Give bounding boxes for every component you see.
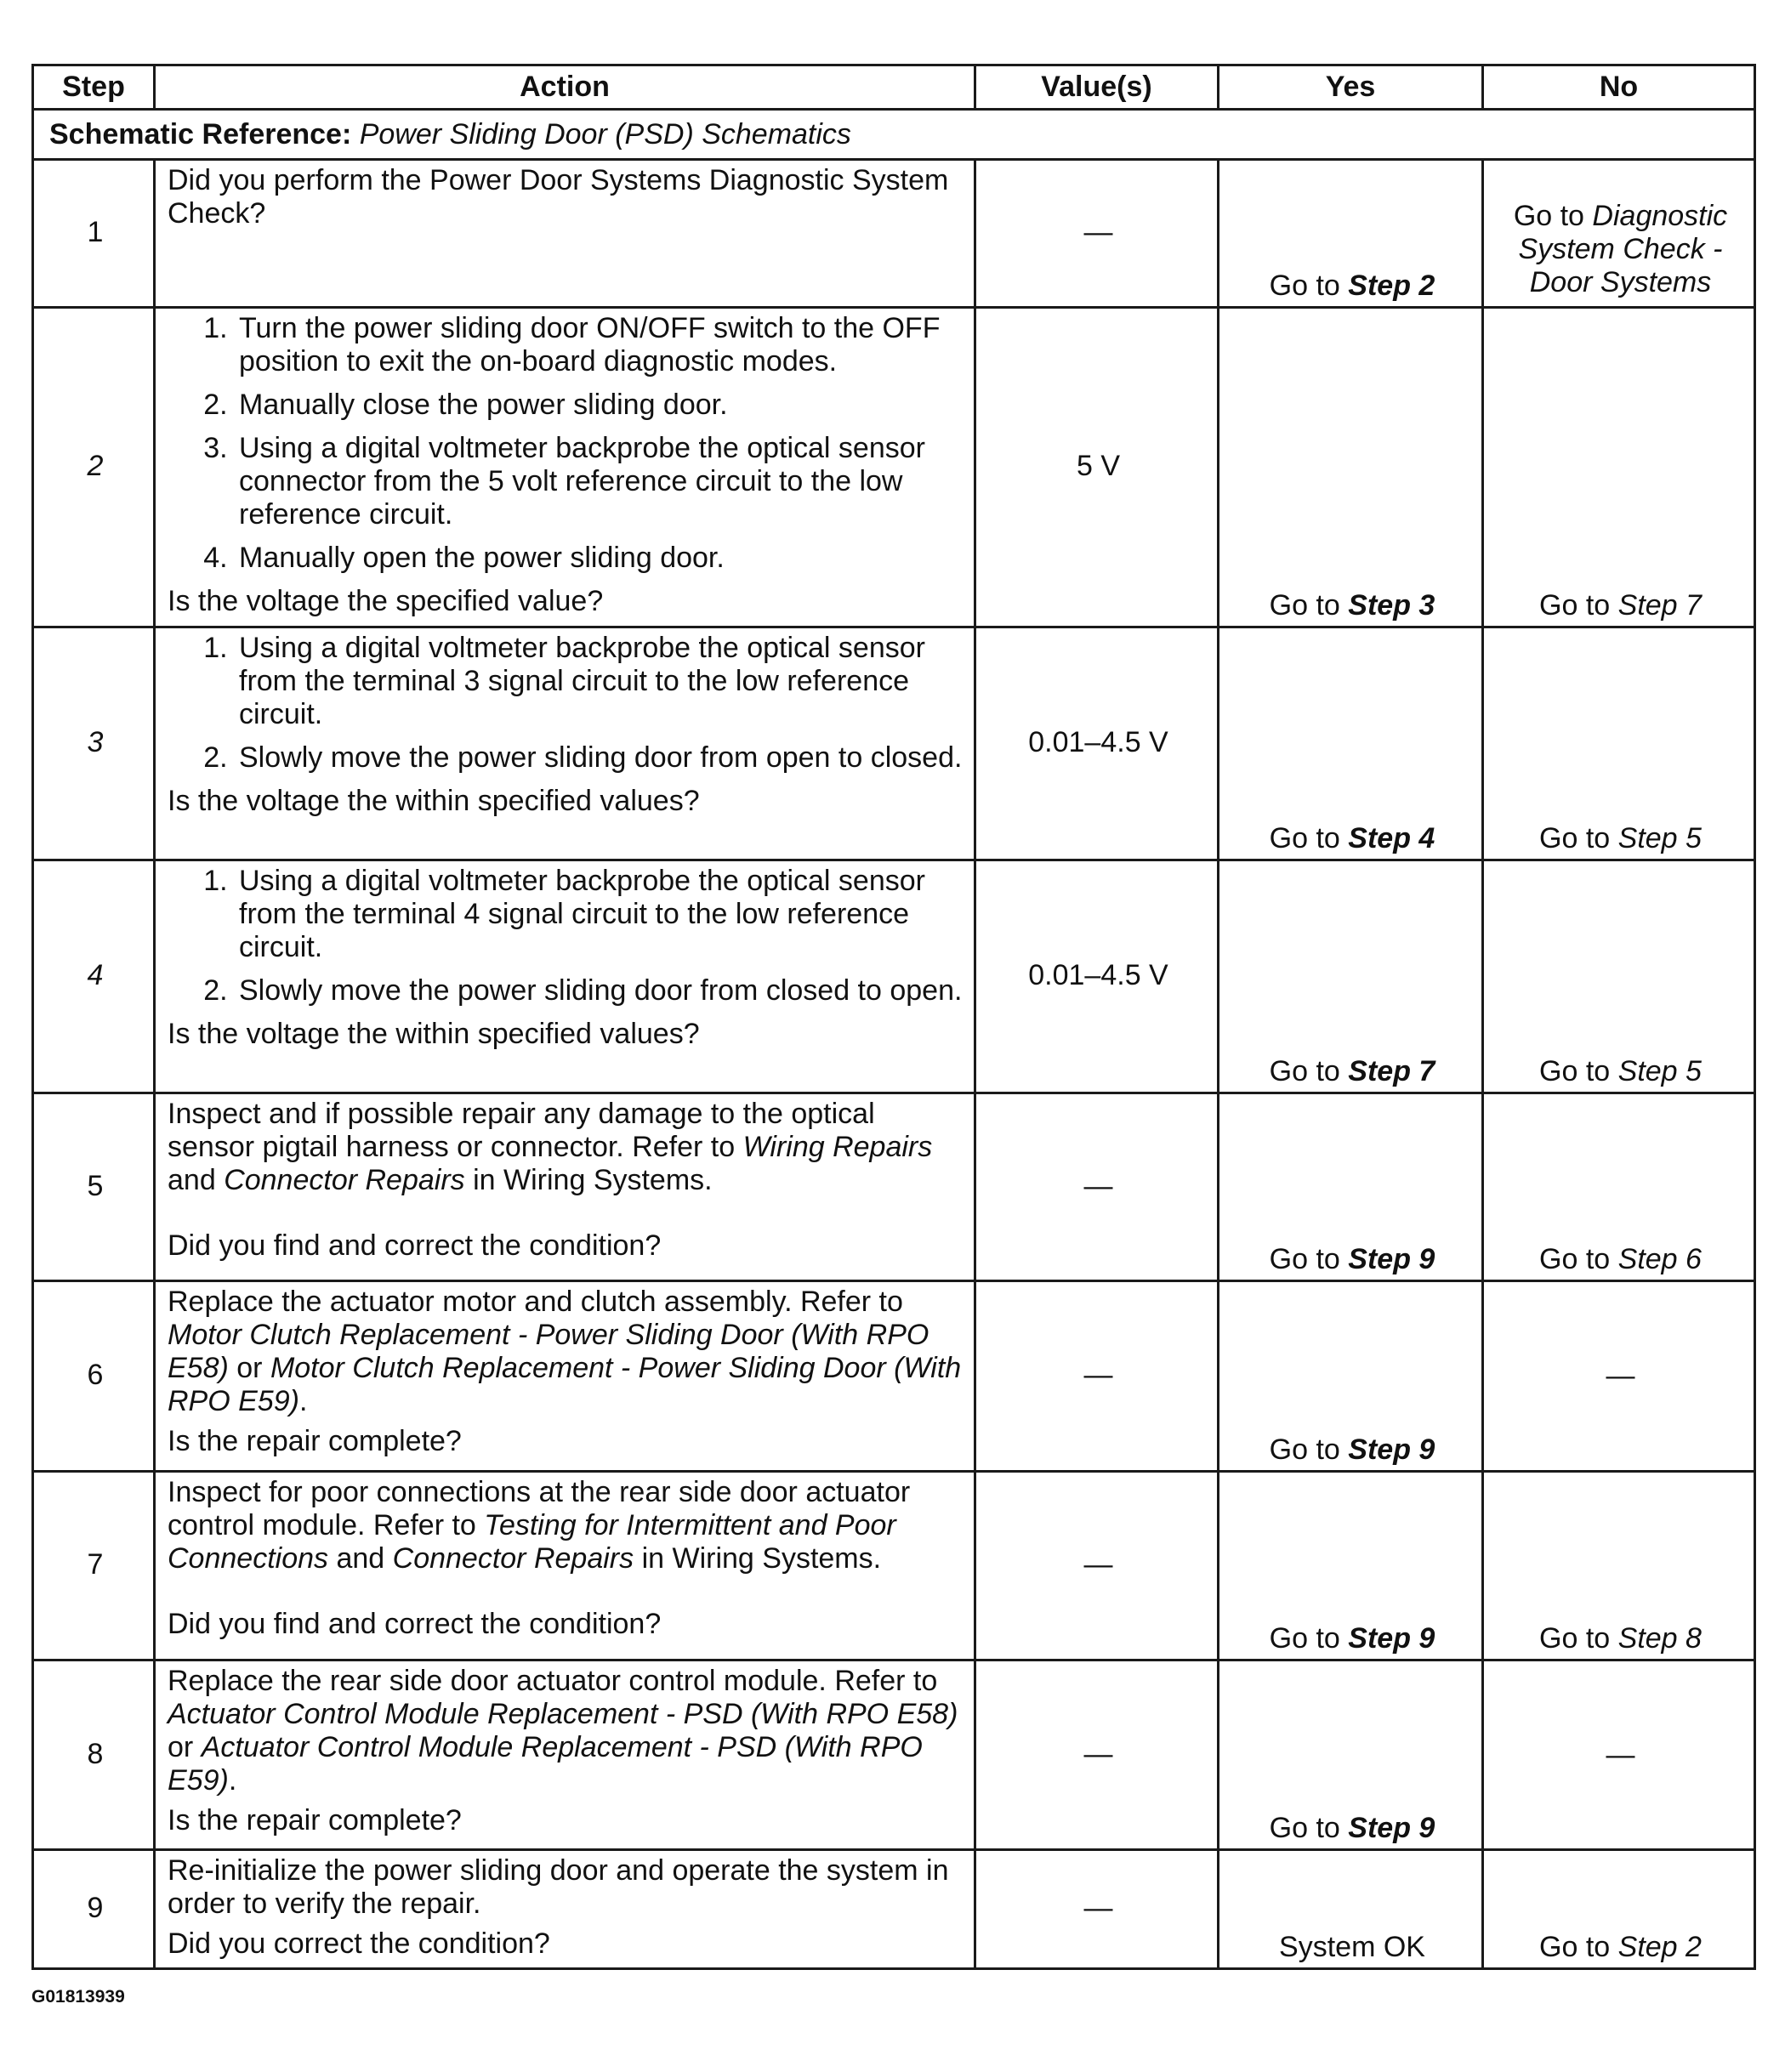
spacer	[168, 1575, 965, 1608]
action-question: Did you find and correct the condition?	[168, 1608, 662, 1640]
diagnostic-table	[31, 64, 1756, 1970]
action-text-part: or	[168, 1731, 202, 1763]
figure-id: G01813939	[31, 1987, 125, 2007]
yes-cell	[1219, 1093, 1483, 1281]
yes-cell	[1219, 860, 1483, 1093]
yes-cell	[1219, 160, 1483, 308]
no-cell	[1483, 308, 1755, 627]
action-cell	[155, 1093, 975, 1281]
value-cell: 0.01–4.5 V	[975, 860, 1219, 1093]
no-cell	[1483, 1850, 1755, 1969]
yes-prefix: Go to	[1269, 1243, 1349, 1275]
spacer	[168, 1197, 965, 1229]
reference-link[interactable]: Motor Clutch Replacement - Power Sliding Door (With RPO E59)	[168, 1352, 962, 1417]
yes-prefix: Go to	[1269, 589, 1349, 622]
value-cell: —	[975, 1472, 1219, 1660]
yes-cell	[1219, 308, 1483, 627]
table-row	[33, 1281, 1755, 1472]
step-number: 2	[33, 308, 155, 627]
no-step-link[interactable]: Step 8	[1617, 1622, 1702, 1655]
table-row	[33, 1093, 1755, 1281]
value-cell: —	[975, 1093, 1219, 1281]
action-text-part: Replace the rear side door actuator control module. Refer to	[168, 1665, 938, 1697]
yes-step-link[interactable]: Step 9	[1348, 1243, 1435, 1275]
yes-step-link[interactable]: Step 9	[1348, 1433, 1435, 1466]
action-question: Did you find and correct the condition?	[168, 1229, 662, 1262]
yes-prefix: Go to	[1269, 1433, 1349, 1466]
no-prefix: Go to	[1539, 1931, 1618, 1963]
action-step: 4. Manually open the power sliding door.	[236, 542, 965, 575]
yes-cell	[1219, 1660, 1483, 1850]
action-cell	[155, 860, 975, 1093]
action-step: 2. Manually close the power sliding door.	[236, 389, 965, 422]
no-prefix: Go to	[1539, 1055, 1618, 1087]
no-prefix: Go to	[1513, 200, 1593, 232]
reference-link[interactable]: Connector Repairs	[224, 1164, 465, 1196]
no-cell	[1483, 160, 1755, 308]
action-steps-list	[168, 865, 965, 1008]
yes-cell: System OK	[1219, 1850, 1483, 1969]
table-row	[33, 1660, 1755, 1850]
action-text-part: in Wiring Systems.	[634, 1542, 882, 1575]
action-text-part: Inspect for poor connections at the rear side door actuator control module. Refer to	[168, 1476, 911, 1541]
action-text	[168, 1098, 965, 1197]
no-reference-link[interactable]: Diagnostic System Check - Door Systems	[1518, 200, 1728, 298]
step-number: 7	[33, 1472, 155, 1660]
action-question: Did you correct the condition?	[168, 1927, 550, 1960]
action-text-part: Re-initialize the power sliding door and operate the system in order to verify the repair.	[168, 1854, 949, 1920]
yes-cell	[1219, 1472, 1483, 1660]
schematic-reference-label: Schematic Reference:	[49, 117, 352, 150]
action-cell	[155, 1472, 975, 1660]
action-question: Is the voltage the within specified values?	[168, 785, 700, 817]
action-question: Did you perform the Power Door Systems Diagnostic System Check?	[168, 164, 949, 230]
action-question: Is the voltage the within specified values?	[168, 1018, 700, 1050]
action-question: Is the repair complete?	[168, 1425, 462, 1457]
value-cell: 0.01–4.5 V	[975, 627, 1219, 860]
header-yes: Yes	[1219, 65, 1483, 110]
yes-step-link[interactable]: Step 9	[1348, 1812, 1435, 1844]
no-prefix: Go to	[1539, 822, 1618, 854]
step-number: 6	[33, 1281, 155, 1472]
reference-link[interactable]: Testing for Intermittent and Poor Connections	[168, 1509, 896, 1575]
action-steps-list	[168, 312, 965, 575]
action-text	[168, 1665, 965, 1797]
yes-step-link[interactable]: Step 2	[1348, 270, 1435, 302]
action-cell	[155, 160, 975, 308]
yes-prefix: Go to	[1269, 270, 1349, 302]
yes-prefix: Go to	[1269, 1055, 1349, 1087]
header-values: Value(s)	[975, 65, 1219, 110]
no-cell: —	[1483, 1660, 1755, 1850]
no-step-link[interactable]: Step 6	[1617, 1243, 1702, 1275]
header-row	[33, 65, 1755, 110]
no-prefix: Go to	[1539, 589, 1618, 622]
no-prefix: Go to	[1539, 1622, 1618, 1655]
schematic-reference-link[interactable]: Power Sliding Door (PSD) Schematics	[359, 117, 851, 150]
action-text-part: and	[168, 1164, 225, 1196]
step-number: 4	[33, 860, 155, 1093]
value-cell: 5 V	[975, 308, 1219, 627]
step-number: 3	[33, 627, 155, 860]
yes-prefix: Go to	[1269, 1812, 1349, 1844]
action-text-part: .	[228, 1764, 237, 1797]
reference-link[interactable]: Connector Repairs	[392, 1542, 634, 1575]
table-row	[33, 160, 1755, 308]
no-prefix: Go to	[1539, 1243, 1618, 1275]
yes-cell	[1219, 627, 1483, 860]
action-steps-list	[168, 632, 965, 775]
schematic-reference-row	[33, 110, 1755, 160]
header-step: Step	[33, 65, 155, 110]
no-cell: —	[1483, 1281, 1755, 1472]
table-row	[33, 860, 1755, 1093]
no-step-link[interactable]: Step 5	[1617, 1055, 1702, 1087]
schematic-reference	[33, 110, 1755, 160]
no-cell	[1483, 860, 1755, 1093]
value-cell: —	[975, 1281, 1219, 1472]
action-cell	[155, 1660, 975, 1850]
no-step-link[interactable]: Step 5	[1617, 822, 1702, 854]
value-cell: —	[975, 1850, 1219, 1969]
action-question: Is the voltage the specified value?	[168, 585, 604, 617]
action-step: 1. Turn the power sliding door ON/OFF switch to the OFF position to exit the on-board diagnostic modes.	[236, 312, 965, 378]
action-step: 3. Using a digital voltmeter backprobe the optical sensor connector from the 5 volt reference circuit to the low reference circuit.	[236, 432, 965, 531]
table-row	[33, 1472, 1755, 1660]
action-text	[168, 1854, 965, 1921]
action-text-part: and	[328, 1542, 393, 1575]
action-text	[168, 1476, 965, 1575]
yes-prefix: Go to	[1269, 822, 1349, 854]
step-number: 1	[33, 160, 155, 308]
action-text-part: or	[228, 1352, 270, 1384]
value-cell: —	[975, 160, 1219, 308]
action-text-part: Replace the actuator motor and clutch assembly. Refer to	[168, 1286, 903, 1318]
step-number: 8	[33, 1660, 155, 1850]
yes-step-link[interactable]: Step 7	[1348, 1055, 1435, 1087]
action-cell	[155, 308, 975, 627]
step-number: 9	[33, 1850, 155, 1969]
yes-step-link[interactable]: Step 4	[1348, 822, 1435, 854]
table-row	[33, 308, 1755, 627]
action-text	[168, 1286, 965, 1418]
action-cell	[155, 627, 975, 860]
no-step-link[interactable]: Step 7	[1617, 589, 1702, 622]
reference-link[interactable]: Actuator Control Module Replacement - PSD (With RPO E58)	[168, 1698, 958, 1730]
no-cell	[1483, 1472, 1755, 1660]
header-no: No	[1483, 65, 1755, 110]
no-cell	[1483, 627, 1755, 860]
action-step: 1. Using a digital voltmeter backprobe the optical sensor from the terminal 3 signal circuit to the low reference circuit.	[236, 632, 965, 731]
yes-cell	[1219, 1281, 1483, 1472]
action-text-part: Inspect and if possible repair any damage to the optical sensor pigtail harness or connector. Refer to	[168, 1098, 875, 1163]
yes-step-link[interactable]: Step 9	[1348, 1622, 1435, 1655]
action-step: 1. Using a digital voltmeter backprobe the optical sensor from the terminal 4 signal circuit to the low reference circuit.	[236, 865, 965, 964]
action-cell	[155, 1850, 975, 1969]
table-row	[33, 1850, 1755, 1969]
action-cell	[155, 1281, 975, 1472]
yes-prefix: Go to	[1269, 1622, 1349, 1655]
action-step: 2. Slowly move the power sliding door from open to closed.	[236, 741, 965, 775]
action-text-part: in Wiring Systems.	[464, 1164, 713, 1196]
header-action: Action	[155, 65, 975, 110]
step-number: 5	[33, 1093, 155, 1281]
no-step-link[interactable]: Step 2	[1617, 1931, 1702, 1963]
no-cell	[1483, 1093, 1755, 1281]
value-cell: —	[975, 1660, 1219, 1850]
action-question: Is the repair complete?	[168, 1804, 462, 1836]
table-row	[33, 627, 1755, 860]
diagnostic-table-container	[31, 64, 1754, 1970]
yes-step-link[interactable]: Step 3	[1348, 589, 1435, 622]
reference-link[interactable]: Motor Clutch Replacement - Power Sliding Door (With RPO E58)	[168, 1319, 929, 1384]
action-text-part: .	[298, 1385, 308, 1417]
reference-link[interactable]: Actuator Control Module Replacement - PSD (With RPO E59)	[168, 1731, 923, 1797]
action-step: 2. Slowly move the power sliding door from closed to open.	[236, 974, 965, 1008]
reference-link[interactable]: Wiring Repairs	[742, 1131, 933, 1163]
